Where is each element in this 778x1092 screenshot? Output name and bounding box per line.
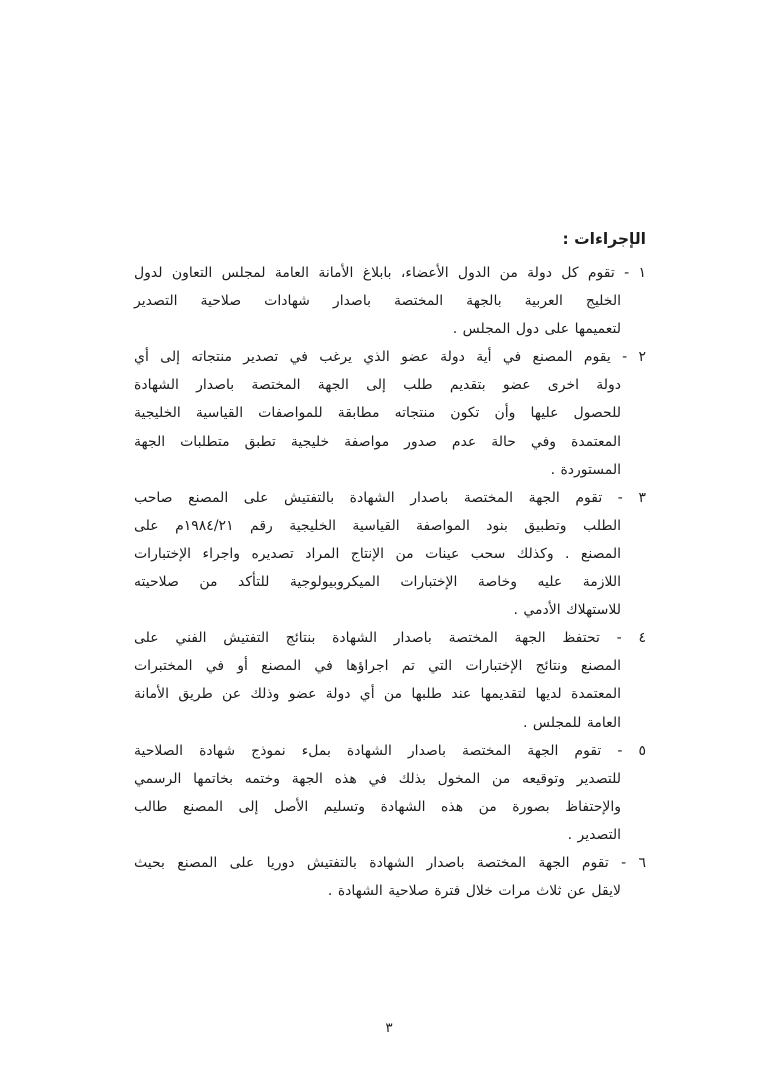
text-line: لتعميمها على دول المجلس . xyxy=(452,321,621,338)
procedure-item-٣ xyxy=(134,484,646,624)
text-line: ١ - تقوم كل دولة من الدول الأعضاء، بابلاغ الأمانة العامة لمجلس التعاون لدول xyxy=(134,265,646,281)
procedure-item-١ xyxy=(134,259,646,343)
text-line: الطلب وتطبيق بنود المواصفة القياسية الخليجية رقم ١٩٨٤/٢١م على xyxy=(134,517,621,534)
text-line: العامة للمجلس . xyxy=(522,714,621,731)
page-number: ٣ xyxy=(385,1020,393,1036)
text-line: للاستهلاك الأدمي . xyxy=(513,602,621,619)
text-line: التصدير . xyxy=(567,826,621,843)
text-line: المعتمدة لديها لتقديمها عند طلبها من أي دولة عضو وذلك عن طريق الأمانة xyxy=(134,686,621,703)
procedure-item-٦ xyxy=(134,849,646,905)
text-line: ٣ - تقوم الجهة المختصة باصدار الشهادة بالتفتيش على المصنع صاحب xyxy=(134,489,646,506)
text-line: ٦ - تقوم الجهة المختصة باصدار الشهادة بالتفتيش دوريا على المصنع بحيث xyxy=(134,854,646,871)
text-line: اللازمة عليه وخاصة الإختبارات الميكروبيولوجية للتأكد من صلاحيته xyxy=(134,574,621,591)
text-line: ٤ - تحتفظ الجهة المختصة باصدار الشهادة بنتائج التفتيش الفني على xyxy=(134,630,646,647)
text-line: المصنع . وكذلك سحب عينات من الإنتاج المراد تصديره واجراء الإختبارات xyxy=(134,545,621,562)
text-line: المصنع ونتائج الإختبارات التي تم اجراؤها في المصنع أو في المختبرات xyxy=(134,658,621,675)
text-line: المستوردة . xyxy=(550,461,621,478)
text-line: للحصول عليها وأن تكون منتجاته مطابقة للمواصفات القياسية الخليجية xyxy=(134,405,621,422)
procedure-item-٥ xyxy=(134,737,646,849)
procedure-item-٤ xyxy=(134,624,646,736)
text-line: دولة اخرى عضو بتقديم طلب إلى الجهة المختصة باصدار الشهادة xyxy=(134,377,621,394)
text-line: ٢ - يقوم المصنع في أية دولة عضو الذي يرغب في تصدير منتجاته إلى أي xyxy=(134,349,646,366)
section-heading: الإجراءات : xyxy=(562,230,646,248)
procedure-item-٢ xyxy=(134,343,646,483)
procedures-list xyxy=(134,259,646,905)
text-line: والإحتفاظ بصورة من هذه الشهادة وتسليم الأصل إلى المصنع طالب xyxy=(134,798,621,815)
text-line: الخليج العربية بالجهة المختصة باصدار شهادات صلاحية التصدير xyxy=(134,293,621,310)
text-block xyxy=(134,224,646,905)
text-line: المعتمدة وفي حالة عدم صدور مواصفة خليجية تطبق متطلبات الجهة xyxy=(134,433,621,450)
text-line: للتصدير وتوقيعه من المخول بذلك في هذه الجهة وختمه بخاتمها الرسمي xyxy=(134,770,621,787)
text-line: ٥ - تقوم الجهة المختصة باصدار الشهادة بملء نموذج شهادة الصلاحية xyxy=(134,742,646,759)
text-line: لايقل عن ثلاث مرات خلال فترة صلاحية الشهادة . xyxy=(327,883,621,900)
